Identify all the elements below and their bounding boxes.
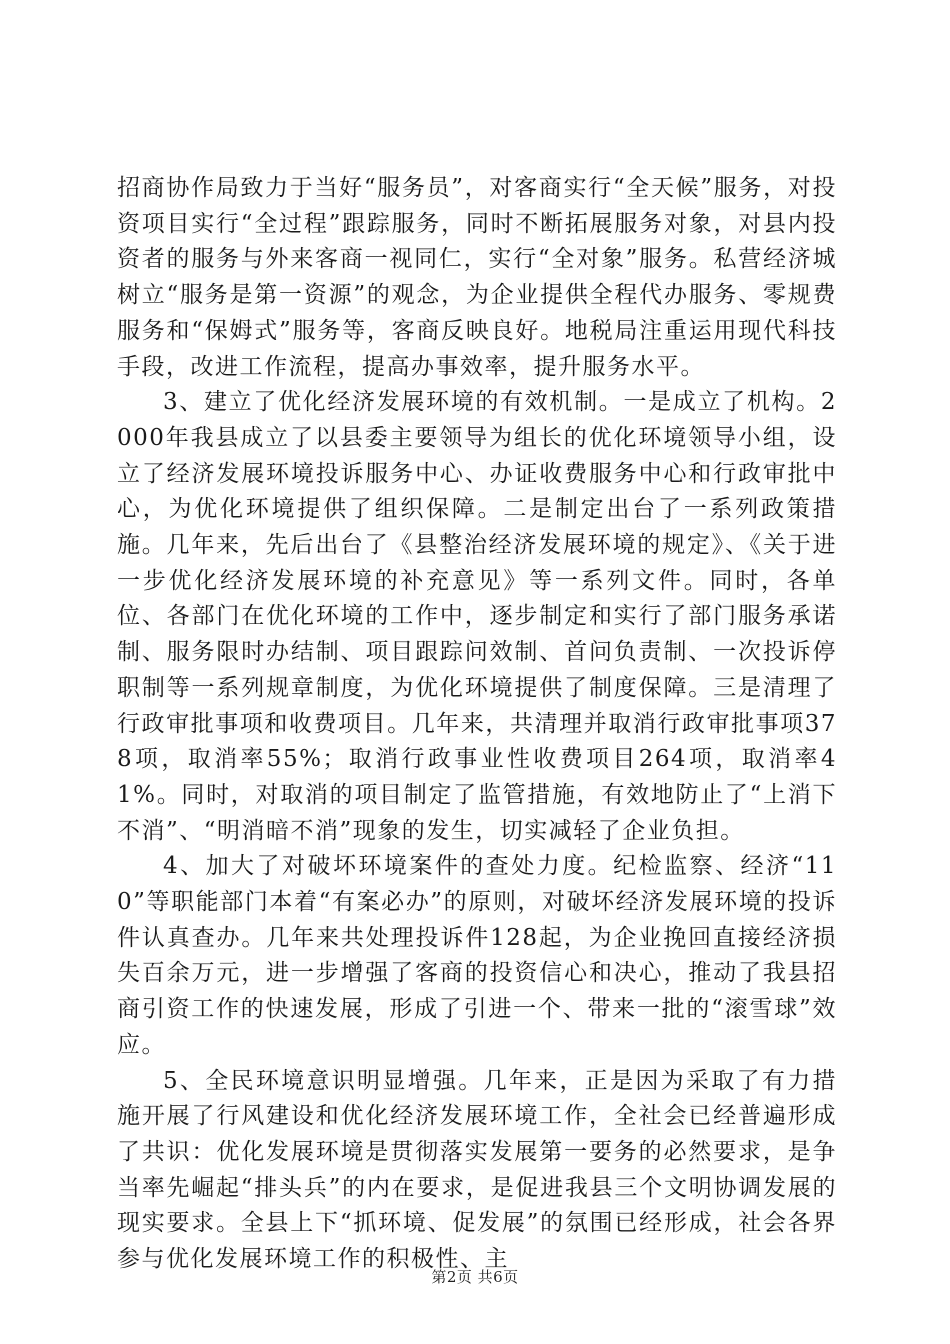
paragraph-continued: 招商协作局致力于当好“服务员”，对客商实行“全天候”服务，对投资项目实行“全过程”跟踪服务，同时不断拓展服务对象，对县内投资者的服务与外来客商一视同仁，实行“全对象”服务。私营经济城树立“服务是第一资源”的观念，为企业提供全程代办服务、零规费服务和“保姆式”服务等，客商反映良好。地税局注重运用现代科技手段，改进工作流程，提高办事效率，提升服务水平。: [117, 175, 837, 380]
paragraph-mechanism: 3、建立了优化经济发展环境的有效机制。一是成立了机构。2000年我县成立了以县委主要领导为组长的优化环境领导小组，设立了经济发展环境投诉服务中心、办证收费服务中心和行政审批中心，为优化环境提供了组织保障。二是制定出台了一系列政策措施。几年来，先后出台了《县整治经济发展环境的规定》、《关于进一步优化经济发展环境的补充意见》等一系列文件。同时，各单位、各部门在优化环境的工作中，逐步制定和实行了部门服务承诺制、服务限时办结制、项目跟踪问效制、首问负责制、一次投诉停职制等一系列规章制度，为优化环境提供了制度保障。三是清理了行政审批事项和收费项目。几年来，共清理并取消行政审批事项378项，取消率55%；取消行政事业性收费项目264项，取消率41%。同时，对取消的项目制定了监管措施，有效地防止了“上消下不消”、“明消暗不消”现象的发生，切实减轻了企业负担。: [117, 389, 837, 844]
paragraph-case-handling: 4、加大了对破坏环境案件的查处力度。纪检监察、经济“110”等职能部门本着“有案必办”的原则，对破坏经济发展环境的投诉件认真查办。几年来共处理投诉件128起，为企业挽回直接经济损失百余万元，进一步增强了客商的投资信心和决心，推动了我县招商引资工作的快速发展，形成了引进一个、带来一批的“滚雪球”效应。: [117, 853, 837, 1058]
document-body: [117, 171, 837, 1278]
paragraph-awareness: 5、全民环境意识明显增强。几年来，正是因为采取了有力措施开展了行风建设和优化经济发展环境工作，全社会已经普遍形成了共识：优化发展环境是贯彻落实发展第一要务的必然要求，是争当率先崛起“排头兵”的内在要求，是促进我县三个文明协调发展的现实要求。全县上下“抓环境、促发展”的氛围已经形成，社会各界参与优化发展环境工作的积极性、主: [117, 1067, 837, 1273]
page-footer: 第2页 共6页: [431, 1268, 519, 1286]
